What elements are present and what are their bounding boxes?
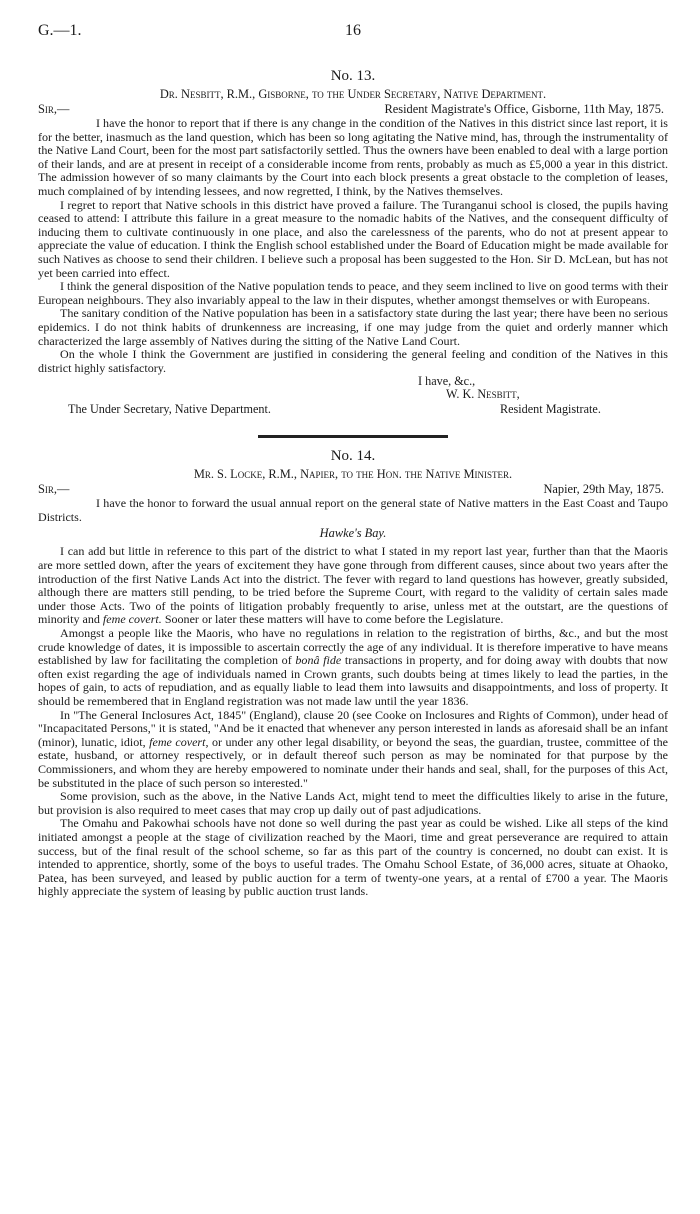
text-run: Sooner or later these matters will have to come before the Legislature. — [164, 612, 504, 627]
letter-number: No. 14. — [330, 448, 376, 465]
italic-term: bonâ fide — [295, 653, 342, 668]
text-run: or under any other legal disability, or beyond the seas, the guardian, trustee, committee of the estate, husband, or attorney respectively, or in default thereof such person as may be nominated for that purpose by the Commissioners, and whom they are hereby empowered to nominate under their hands and seal, shall, for the purposes of this Act, be substituted in the place of such person so interested." — [38, 734, 669, 790]
signature-title: Resident Magistrate. — [500, 402, 601, 417]
letter-number: No. 13. — [330, 68, 376, 84]
letter-14 — [38, 448, 668, 899]
paragraph — [38, 545, 668, 627]
letter-closing — [38, 375, 668, 417]
salutation-line — [38, 102, 668, 117]
signature: W. K. Nesbitt, — [446, 387, 520, 402]
paragraph: I have the honor to report that if there is any change in the condition of the Natives in this district since last report, it is for the better, inasmuch as the land question, which has been so long agitating the Native mind, has, through the instrumentality of the Native Land Court, been for the most part satisfactorily settled. Thus the owners have been enabled to deal with a large portion of their lands, and are at present in receipt of a considerable income from rents, probably as much as £5,000 a year in this district. The admission however of so many claimants by the Court into each block presents a great obstacle to the completion of leases, much complained of by intending lessees, and now regretted, I think, by the Natives themselves. — [38, 116, 668, 198]
page-number: 16 — [345, 22, 361, 39]
text-run: transactions in property, and for doing away with doubts that now often exist regarding the age of individuals named in Crown grants, such doubts being at times likely to lead the parties, in the hopes of gain, to acts of repudiation, and as equally liable to lead them into lawsuits and disappointments, and loss of property. It should be remembered that in England registration was not made law until the year 1836. — [38, 653, 668, 708]
text-run: Amongst a people like the Maoris, who have no regulations in relation to the registration of births, &c., and but the most crude knowledge of dates, it is impossible to ascertain correctly the age of any individual. It is therefore imperative to have means established by law for facilitating the completion of — [38, 626, 668, 668]
series-code: G.—1. — [38, 22, 82, 39]
italic-term: feme covert. — [102, 612, 162, 627]
salutation: Sir,— — [38, 102, 70, 116]
letter-13 — [38, 68, 668, 417]
paragraph — [38, 627, 668, 709]
letter-from-line: Mr. S. Locke, R.M., Napier, to the Hon. the Native Minister. — [193, 467, 513, 482]
paragraph: I think the general disposition of the Native population tends to peace, and they seem inclined to live on good terms with their European neighbours. They also invariably appeal to the law in their disputes, whether amongst themselves or with Europeans. — [38, 279, 668, 307]
paragraph: The Omahu and Pakowhai schools have not done so well during the past year as could be wished. Like all steps of the kind initiated amongst a people at the stage of civilization reached by the Maori, time and great perseverance are required to attain success, but of the final result of the school scheme, so far as this part of the country is concerned, no doubt can exist. It is intended to apprentice, shortly, some of the boys to useful trades. The Omahu School Estate, of 36,000 acres, situate at Ohaoko, Patea, has been surveyed, and leased by public auction for a term of twenty-one years, at a rental of £700 a year. The Maoris highly appreciate the system of leasing by public auction trust lands. — [38, 816, 668, 899]
italic-term: feme covert, — [149, 734, 209, 749]
salutation-line — [38, 482, 668, 497]
text-run: I can add but little in reference to this part of the district to what I stated in my report last year, further than that the Maoris are more settled down, after the years of excitement they have gone through from different causes, since about two years after the introduction of the first Native Lands Act into the district. The fever with regard to land questions has however, greatly subsided, although there are matters still pending, to be tried before the Supreme Court, with regard to the validity of certain sales made under those Acts. Two of the points of litigation probably frequently to arise, unless met at the outstart, are the questions of minority and — [38, 544, 668, 627]
section-divider — [258, 435, 448, 438]
page-header — [38, 22, 668, 48]
paragraph: I regret to report that Native schools in this district have proved a failure. The Turanganui school is closed, the pupils having ceased to attend: I attribute this failure in a great measure to the nomadic habits of the Natives, and the consequent difficulty of inducing them to cultivate continuously in one place, and also the carelessness of the parents, who do not at present appear to appreciate the value of education. I think the English school established under the Board of Education might be made available for such Natives as choose to send their children. I believe such a proposal has been suggested to the Hon. Sir D. McLean, but has not yet been carried into effect. — [38, 197, 668, 280]
sender-address: Resident Magistrate's Office, Gisborne, 11th May, 1875. — [384, 102, 664, 116]
text-run: In "The General Inclosures Act, 1845" (England), clause 20 (see Cooke on Inclosures and Rights of Common), under head of "Incapacitated Persons," it is stated, "And be it enacted that whenever any person interested in lands as aforesaid shall be an infant (minor), lunatic, idiot, — [38, 707, 668, 749]
paragraph: I have the honor to forward the usual annual report on the general state of Native matters in the East Coast and Taupo Districts. — [38, 496, 668, 524]
paragraph: On the whole I think the Government are justified in considering the general feeling and condition of the Natives in this district highly satisfactory. — [38, 347, 668, 375]
paragraph: The sanitary condition of the Native population has been in a satisfactory state during the last year; there have been no serious epidemics. I do not think habits of drunkenness are increasing, if one may judge from the quiet and orderly manner which characterized the large assembly of Natives during the sitting of the Native Land Court. — [38, 306, 668, 348]
closing-phrase: I have, &c., — [418, 374, 476, 389]
section-subheading: Hawke's Bay. — [319, 526, 387, 541]
salutation: Sir,— — [38, 482, 70, 497]
letter-from-line: Dr. Nesbitt, R.M., Gisborne, to the Under Secretary, Native Department. — [159, 87, 547, 101]
addressee: The Under Secretary, Native Department. — [68, 402, 271, 417]
paragraph: Some provision, such as the above, in the Native Lands Act, might tend to meet the difficulties likely to arise in the future, but provision is also required to meet cases that may crop up daily out of past adjudications. — [38, 789, 668, 817]
paragraph — [38, 709, 668, 791]
document-page — [38, 22, 668, 899]
sender-address: Napier, 29th May, 1875. — [543, 482, 664, 497]
